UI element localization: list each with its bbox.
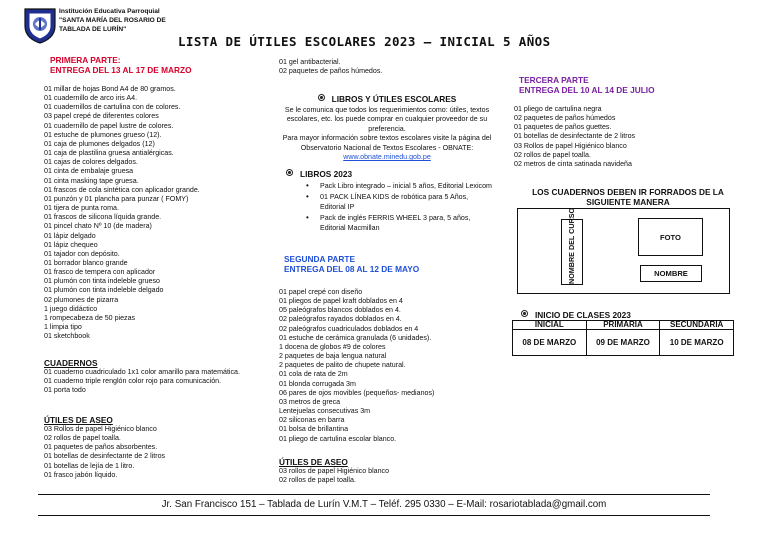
start-dates-table xyxy=(512,320,734,356)
school-name xyxy=(59,7,166,34)
date-inicial: 08 DE MARZO xyxy=(513,330,587,356)
list-item: 01 botellas de desinfectante de 2 litros xyxy=(514,132,636,141)
list-item: 01 caja de plastilina gruesa antialérgicas. xyxy=(44,149,174,158)
list-item: 01 pliegos de papel kraft doblados en 4 xyxy=(279,297,403,306)
list-item: 01 estuche de cerámica granulada (6 unidades). xyxy=(279,333,432,342)
part1-list xyxy=(44,85,266,341)
date-primaria: 09 DE MARZO xyxy=(586,330,660,356)
photo-label: FOTO xyxy=(660,232,681,242)
list-item: 01 bolsa de brillantina xyxy=(279,425,349,434)
inicio-title-text: INICIO DE CLASES 2023 xyxy=(535,310,631,320)
list-item: 01 frascos de cola sintética con aplicador grande. xyxy=(44,185,200,194)
list-item: 01 cuadernillos de cartulina con de colores. xyxy=(44,103,181,112)
list-item: 1 juego didáctico xyxy=(44,304,98,313)
list-item: Lentejuelas consecutivas 3m xyxy=(279,407,371,416)
part2-heading-1: SEGUNDA PARTE xyxy=(284,254,355,264)
list-item: 01 gel antibacterial. xyxy=(279,58,341,66)
part3-list xyxy=(514,105,732,169)
inicio-title xyxy=(521,310,631,320)
libros-2023-list xyxy=(282,181,492,234)
list-item: 2 paquetes de palito de chupete natural. xyxy=(279,361,406,370)
course-name-box xyxy=(561,207,583,285)
cuadernos-section xyxy=(44,358,266,395)
part3-heading-2: ENTREGA DEL 10 AL 14 DE JULIO xyxy=(519,84,655,95)
list-item: 01 porta todo xyxy=(44,386,86,395)
list-item: 02 paquetes de paños húmedos xyxy=(514,114,616,123)
list-item: 05 paleógrafos blancos doblados en 4. xyxy=(279,306,401,315)
cuadernos-title: CUADERNOS xyxy=(44,358,98,368)
list-item: 01 punzón y 01 plancha para punzar ( FOMY) xyxy=(44,194,189,203)
libros-title xyxy=(280,94,494,104)
libros-section xyxy=(280,94,494,162)
list-item: 01 cuaderno triple renglón color rojo para comunicación. xyxy=(44,377,222,386)
book-item: • Pack Libro integrado – inicial 5 años, Editorial Lexicom xyxy=(282,181,492,192)
student-name-box xyxy=(640,265,702,282)
inicio-section xyxy=(521,310,631,320)
date-secundaria: 10 DE MARZO xyxy=(660,330,734,356)
list-item: 01 tajador con depósito. xyxy=(44,249,120,258)
list-item: 03 Rollos de papel Higiénico blanco xyxy=(514,141,627,150)
list-item: 01 tijera de punta roma. xyxy=(44,204,119,213)
book-item: • Pack de inglés FERRIS WHEEL 3 para, 5 años, Editorial Macmillan xyxy=(282,213,492,234)
libros-text-2 xyxy=(280,134,494,162)
footer-rule-top xyxy=(38,494,710,495)
list-item: 01 paquetes de paños absorbentes. xyxy=(44,443,158,452)
list-item: 02 paquetes de paños húmedos. xyxy=(279,67,383,76)
list-item: 01 plumón con tinta indeleble delgado xyxy=(44,286,164,295)
list-item: 01 borrador blanco grande xyxy=(44,258,128,267)
course-name-label: NOMBRE DEL CURSO xyxy=(567,207,576,284)
list-item: 02 plumones de pizarra xyxy=(44,295,119,304)
cuadernos-list xyxy=(44,368,266,395)
list-item: 01 lápiz chequeo xyxy=(44,240,98,249)
list-item: 01 sketchbook xyxy=(44,332,90,341)
list-item: 01 botellas de lejía de 1 litro. xyxy=(44,461,135,470)
part1-heading-1: PRIMERA PARTE: xyxy=(50,55,121,65)
col2-top-list xyxy=(279,58,491,76)
list-item: 01 paquetes de paños guettes. xyxy=(514,123,612,132)
list-item: 01 frascos de silicona líquida grande. xyxy=(44,213,162,222)
aseo1-list xyxy=(44,425,266,480)
list-item: 01 cola de rata de 2m xyxy=(279,370,348,379)
list-item: 01 cinta masking tape gruesa. xyxy=(44,176,139,185)
header-secundaria: SECUNDARIA xyxy=(660,321,734,330)
libros-2023-title xyxy=(286,169,498,179)
list-item: 02 rollos de papel toalla. xyxy=(514,150,591,159)
aseo1-section xyxy=(44,415,266,480)
school-line-2: "SANTA MARÍA DEL ROSARIO DE xyxy=(59,17,166,24)
list-item: 01 cinta de embalaje gruesa xyxy=(44,167,134,176)
list-item: 01 estuche de plumones grueso (12). xyxy=(44,130,162,139)
photo-box xyxy=(638,218,703,256)
list-item: 03 metros de greca xyxy=(279,397,341,406)
list-item: 1 rompecabeza de 50 piezas xyxy=(44,313,136,322)
list-item: 1 limpia tipo xyxy=(44,323,82,332)
list-item: 03 rollos de papel Higiénico blanco xyxy=(279,467,390,475)
list-item: 06 pares de ojos movibles (pequeños- medianos) xyxy=(279,388,435,397)
list-item: 1 docena de globos #9 de colores xyxy=(279,342,386,351)
obnate-link[interactable]: www.obnate.minedu.gob.pe xyxy=(343,153,431,162)
list-item: 01 millar de hojas Bond A4 de 80 gramos. xyxy=(44,85,176,93)
libros-title-text: LIBROS Y ÚTILES ESCOLARES xyxy=(331,94,457,104)
aseo2-list xyxy=(279,467,491,485)
list-item: 01 cajas de colores delgados. xyxy=(44,158,138,167)
list-item: 2 paquetes de baja lengua natural xyxy=(279,352,387,361)
list-item: 01 cuadernillo de arco iris A4. xyxy=(44,94,138,103)
part3-heading xyxy=(519,76,737,95)
list-item: 01 botellas de desinfectante de 2 litros xyxy=(44,452,166,461)
part1-heading xyxy=(50,56,272,75)
list-item: 03 papel crepé de diferentes colores xyxy=(44,112,159,121)
part3-heading-1: TERCERA PARTE xyxy=(519,75,589,85)
footer-rule-bottom xyxy=(38,515,710,516)
libros-2023-heading xyxy=(286,169,498,179)
header-primaria: PRIMARIA xyxy=(586,321,660,330)
school-crest-icon xyxy=(23,6,57,44)
forrados-title: LOS CUADERNOS DEBEN IR FORRADOS DE LA SIGUIENTE MANERA xyxy=(532,187,724,207)
list-item: 01 pliego de cartulina escolar blanco. xyxy=(279,434,397,443)
list-item: 02 rollos de papel toalla. xyxy=(279,476,356,485)
libros-text: Se le comunica que todos los requerimientos como: útiles, textos escolares, etc. los puede comprar en cualquier proveedor de su preferencia. xyxy=(284,106,490,133)
list-item: 01 caja de plumones delgados (12) xyxy=(44,139,155,148)
list-item: 01 papel crepé con diseño xyxy=(279,288,363,296)
footer-contact: Jr. San Francisco 151 – Tablada de Lurín V.M.T – Teléf. 295 0330 – E-Mail: rosariotablada@gmail.com xyxy=(161,499,607,510)
list-item: 01 cuaderno cuadriculado 1x1 color amarillo para matemática. xyxy=(44,368,240,376)
libros-text-2-body: Para mayor información sobre textos escolares visite la página del Observatorio Nacional de Textos Escolares - OBNATE: xyxy=(282,134,492,152)
part2-heading xyxy=(284,255,496,274)
book-item: • 01 PACK LÍNEA KIDS de robótica para 5 Años, Editorial IP xyxy=(282,192,492,213)
list-item: 01 cuadernillo de papel lustre de colores. xyxy=(44,121,174,130)
part2-heading-2: ENTREGA DEL 08 AL 12 DE MAYO xyxy=(284,263,420,274)
list-item: 01 pliego de cartulina negra xyxy=(514,105,602,113)
page-title: LISTA DE ÚTILES ESCOLARES 2023 – INICIAL 5 AÑOS xyxy=(178,34,551,49)
aseo1-title: ÚTILES DE ASEO xyxy=(44,415,113,425)
list-item: 01 plumón con tinta indeleble grueso xyxy=(44,277,160,286)
list-item: 02 siliconas en barra xyxy=(279,416,345,425)
aseo2-title: ÚTILES DE ASEO xyxy=(279,457,348,467)
list-item: 01 blonda corrugada 3m xyxy=(279,379,356,388)
school-line-1: Institución Educativa Parroquial xyxy=(59,8,160,15)
list-item: 02 rollos de papel toalla. xyxy=(44,434,121,443)
part1-heading-2: ENTREGA DEL 13 AL 17 DE MARZO xyxy=(50,64,192,75)
list-item: 02 metros de cinta satinada navideña xyxy=(514,159,632,168)
student-name-label: NOMBRE xyxy=(654,269,688,278)
list-item: 01 lápiz delgado xyxy=(44,231,96,240)
list-item: 03 Rollos de papel Higiénico blanco xyxy=(44,425,157,433)
libros-2023-text: LIBROS 2023 xyxy=(300,169,353,179)
list-item: 01 pincel chato Nº 10 (de madera) xyxy=(44,222,152,231)
school-line-3: TABLADA DE LURÍN" xyxy=(59,26,127,33)
part2-list xyxy=(279,288,491,444)
list-item: 01 frasco de tempera con aplicador xyxy=(44,268,156,277)
list-item: 02 paleógrafos cuadriculados doblados en 4 xyxy=(279,324,419,333)
list-item: 01 frasco jabón líquido. xyxy=(44,470,118,479)
aseo2-section xyxy=(279,457,491,485)
header-inicial: INICIAL xyxy=(513,321,587,330)
list-item: 02 paleógrafos rayados doblados en 4. xyxy=(279,315,402,324)
